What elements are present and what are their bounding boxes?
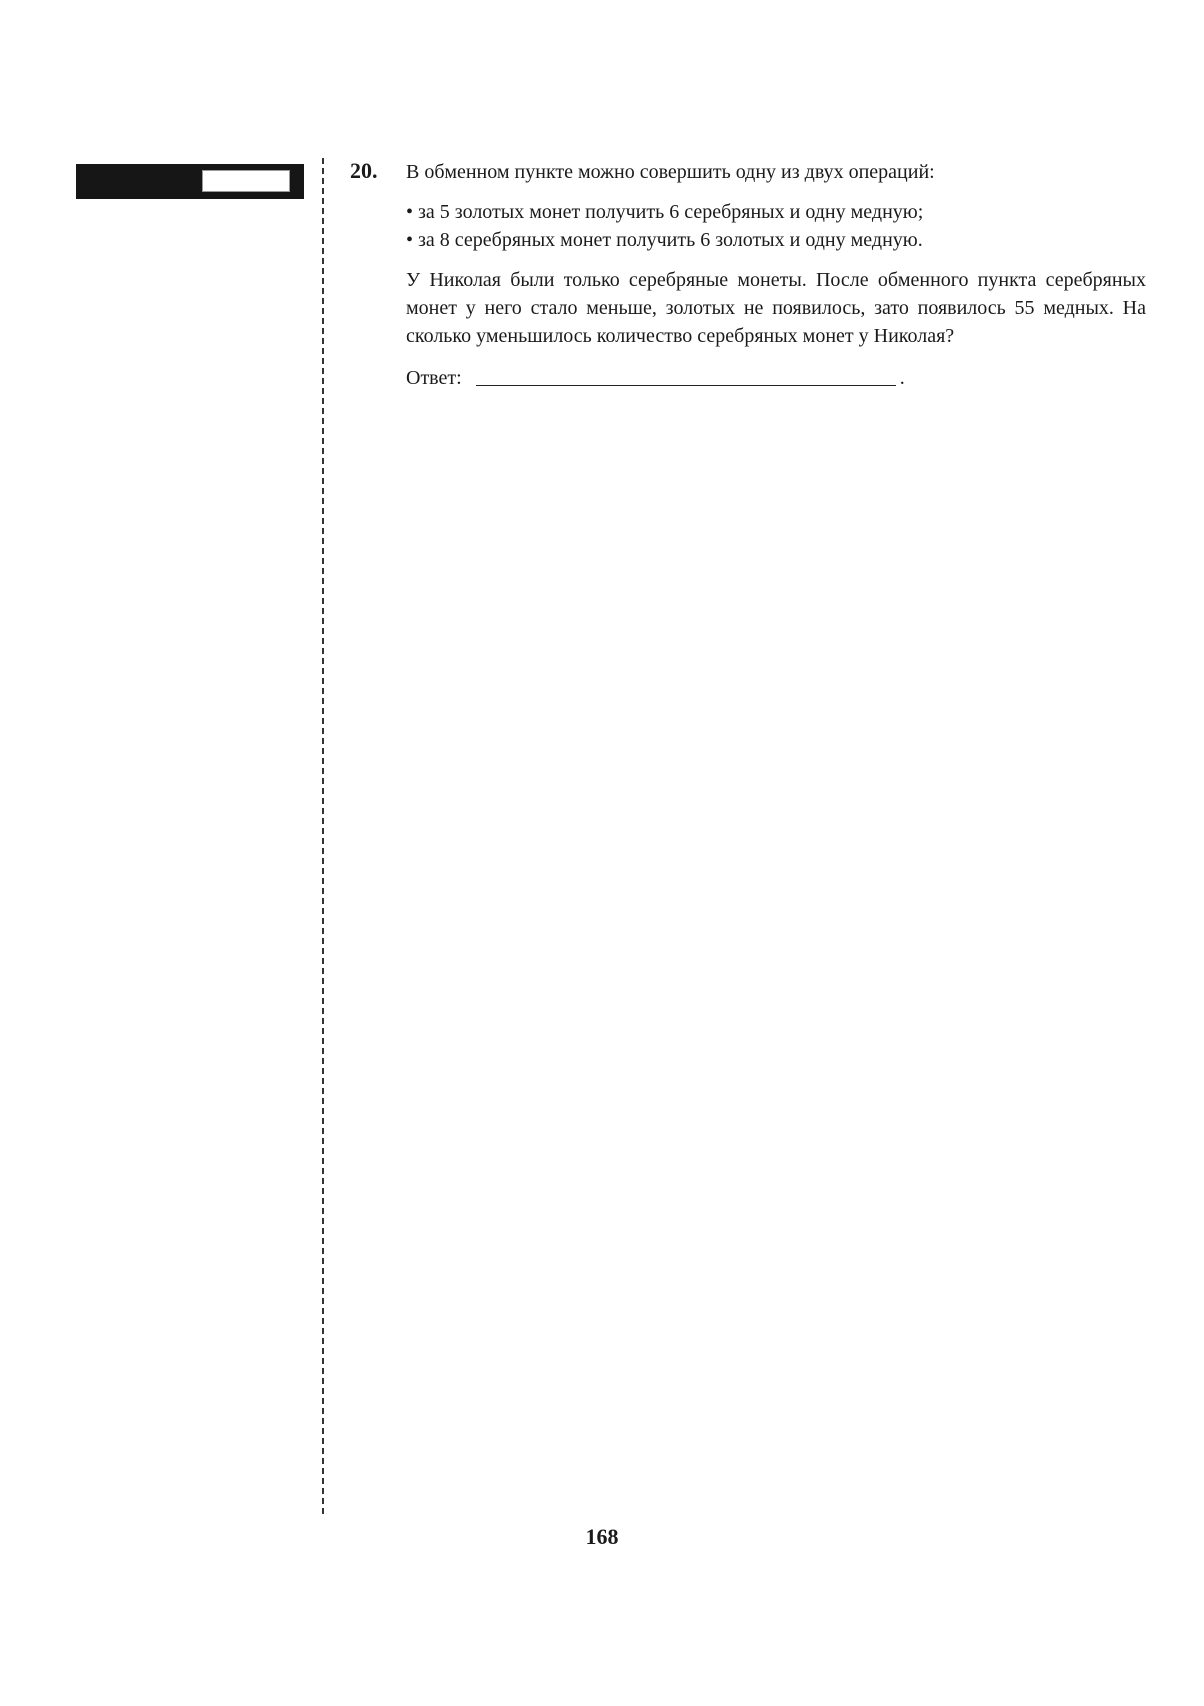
answer-field[interactable]	[476, 384, 896, 386]
cut-line	[322, 158, 324, 1514]
operation-text: за 5 золотых монет получить 6 серебряных и одну медную;	[418, 201, 924, 223]
answer-marker-box	[202, 170, 290, 192]
answer-label: Ответ:	[406, 367, 462, 389]
operation-item	[406, 198, 1146, 226]
answer-end: .	[899, 367, 905, 389]
operation-text: за 8 серебряных монет получить 6 золотых и одну медную.	[418, 229, 923, 251]
operations-list	[406, 198, 1146, 254]
task-body	[406, 152, 1146, 392]
answer-row	[406, 364, 1146, 392]
operation-item	[406, 226, 1146, 254]
task-number: 20.	[350, 158, 378, 183]
task-intro: В обменном пункте можно совершить одну из двух операций:	[406, 161, 935, 183]
page-number: 168	[585, 1524, 619, 1549]
task-question: У Николая были только серебряные монеты. После обменного пункта серебряных монет у него стало меньше, золотых не появилось, зато появилось 55 медных. На сколько уменьшилось количество серебряных монет у Николая?	[406, 269, 1146, 347]
